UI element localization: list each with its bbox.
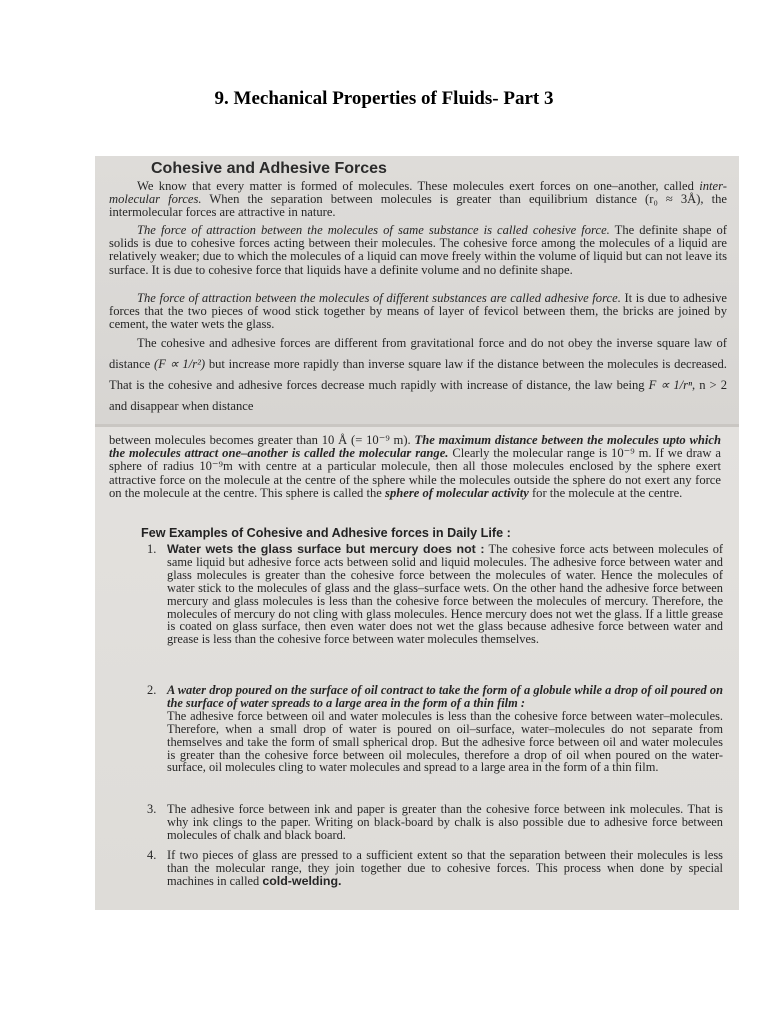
cold-welding-term: cold-welding. (262, 873, 342, 888)
example-number: 1. (147, 542, 157, 556)
scanned-textbook-photo (95, 156, 739, 910)
example-number: 3. (147, 802, 157, 816)
para2-text: The definite shape of solids is due to cohesive forces acting between their molecules. The cohesive force among the molecules of a liquid are relatively weaker; due to which the molecules of a liquid can move freely within the volume of liquid but can not leave its surface. It is due to cohesive force that liquids have a definite volume and no definite shape. (109, 223, 728, 277)
paragraph-adhesive (109, 292, 727, 332)
para4-text-b: but increase more rapidly than inverse square law if the distance between the molecules is decreased. That is the cohesive and adhesive forces decrease much rapidly with increase of distance, the law being (109, 357, 727, 392)
paragraph-inverse-square (109, 333, 727, 417)
para5-text-a: between molecules becomes greater than 10 Å (= 10⁻⁹ m). (109, 433, 411, 447)
adhesive-definition: The force of attraction between the molecules of different substances are called adhesive force. (137, 291, 621, 305)
para1-text: We know that every matter is formed of molecules. These molecules exert forces on one–another, called (137, 179, 694, 193)
example-item-2 (147, 684, 723, 774)
formula-inverse-n: F ∝ 1/rⁿ (648, 378, 693, 392)
page-title: 9. Mechanical Properties of Fluids- Part 3 (214, 88, 554, 109)
sphere-term: sphere of molecular activity (385, 485, 529, 500)
example-text: The adhesive force between ink and paper is greater than the cohesive force between ink molecules. That is why ink clings to the paper. Writing on black-board by chalk is also possible due to adhesive force between molecules of chalk and black board. (167, 802, 723, 842)
example-item-4 (147, 849, 723, 888)
example-text: If two pieces of glass are pressed to a sufficient extent so that the separation between their molecules is less than the molecular range, they join together due to cohesive forces. This process when done by special machines in called (167, 848, 723, 888)
example-number: 4. (147, 848, 157, 862)
example-number: 2. (147, 683, 157, 697)
para5-text-b: Clearly the molecular range is 10⁻⁹ m. If we draw a sphere of radius 10⁻⁹m with centre at a particular molecule, then all those molecules enclosed by the sphere exert attractive force on the molecule at the centre of the sphere while the molecules outside the sphere do not exert any force on the molecule at the centre. This sphere is called the (109, 446, 721, 500)
para1-text-b: When the separation between molecules is greater than equilibrium distance (r₀ ≈ 3Å), the intermolecular forces are attractive in nature. (109, 192, 727, 220)
paragraph-intermolecular (109, 180, 727, 220)
example-text: The adhesive force between oil and water molecules is less than the cohesive force between water–molecules. Therefore, when a small drop of water is poured on oil–surface, water–molecules do not separate from themselves and take the form of small spherical drop. But the adhesive force between oil and water molecules is greater than the cohesive force between oil molecules, therefore a drop of oil when poured on the water-surface, oil molecules cling to water molecules and spread to a large area in the form of a thin film. (167, 708, 723, 775)
example-lead: A water drop poured on the surface of oil contract to take the form of a globule while a drop of oil poured on the surface of water spreads to a large area in the form of a thin film : (167, 683, 723, 710)
section-heading: Cohesive and Adhesive Forces (151, 160, 387, 177)
example-text: The cohesive force acts between molecules of same liquid but adhesive force acts between solid and liquid molecules. The adhesive force between water and glass molecules is greater than the cohesive force between the molecules of water. Hence the molecules of water stick to the molecules of glass and the glass–surface wets. On the other hand the adhesive force between mercury and glass molecules is less than the cohesive force between the molecules of mercury. Therefore, the molecules of mercury do not cling with glass molecules. Hence mercury does not wet the glass. If a little grease is coated on glass surface, then even water does not wet the glass because adhesive force between water and grease is less than the cohesive force between water molecules themselves. (167, 542, 724, 647)
formula-inverse-square: (F ∝ 1/r²) (154, 357, 206, 371)
paragraph-molecular-range (109, 434, 721, 500)
para1-term: inter-molecular forces. (109, 179, 727, 207)
page-fold (95, 424, 739, 427)
paragraph-cohesive (109, 224, 727, 277)
example-item-1 (147, 543, 723, 646)
para3-text: It is due to adhesive forces that the two pieces of wood stick together by means of layer of fevicol between them, the bricks are joined by cement, the water wets the glass. (109, 291, 727, 332)
para4-text-c: , n > 2 and disappear when distance (109, 378, 727, 413)
molecular-range-definition: The maximum distance between the molecules upto which the molecules attract one–another is called the molecular range. (109, 433, 722, 461)
para5-text-c: for the molecule at the centre. (531, 485, 683, 500)
example-item-3 (147, 803, 723, 842)
para4-text-a: The cohesive and adhesive forces are different from gravitational force and do not obey the inverse square law of distance (109, 336, 727, 371)
examples-heading: Few Examples of Cohesive and Adhesive forces in Daily Life : (141, 526, 511, 540)
cohesive-definition: The force of attraction between the molecules of same substance is called cohesive force. (137, 223, 610, 237)
example-lead: Water wets the glass surface but mercury does not : (167, 542, 485, 556)
